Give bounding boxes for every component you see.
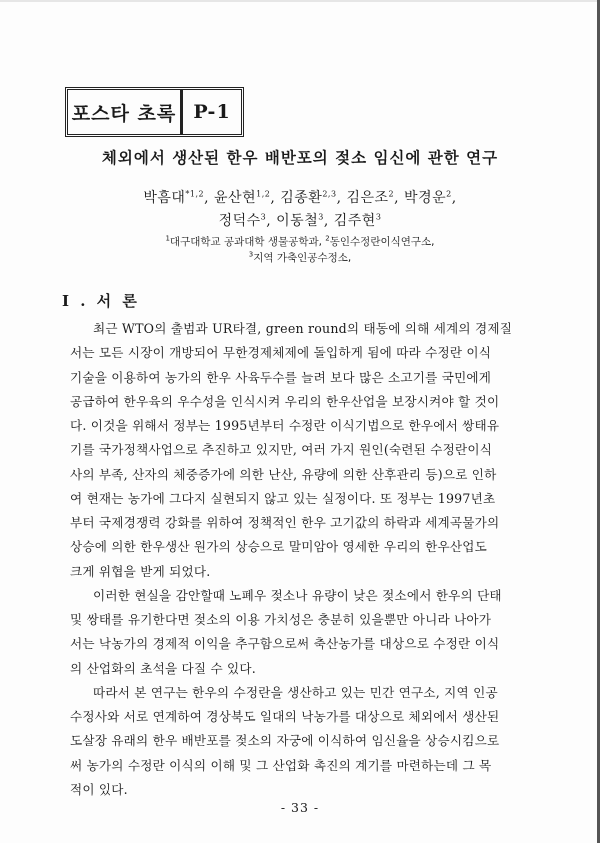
affiliation-mark: 3 xyxy=(248,250,254,259)
authors-line-1 xyxy=(0,187,600,207)
author-name: 박경운 xyxy=(404,190,447,206)
author-affiliation-mark: 3 xyxy=(318,212,324,222)
body-line: 수정사와 서로 연계하여 경상북도 일대의 낙농가를 대상으로 체외에서 생산된 xyxy=(70,709,500,724)
author-name: 김주현 xyxy=(333,213,376,229)
author-affiliation-mark: 1,2 xyxy=(256,189,271,199)
body-line: 서는 모든 시장이 개방되어 무한경제체제에 돌입하게 됨에 따라 수정란 이식 xyxy=(70,345,492,361)
body-line: 상승에 의한 한우생산 원가의 상승으로 말미암아 영세한 우리의 한우산업도 xyxy=(70,539,487,555)
author-affiliation-mark: 3 xyxy=(375,212,382,222)
author-name: 정덕수 xyxy=(218,213,261,229)
affiliation-line-2 xyxy=(0,250,600,265)
author-affiliation-mark: 3 xyxy=(260,212,267,222)
affiliation-line-1 xyxy=(0,234,600,249)
author: 윤산현$^{1,2}$, xyxy=(214,189,281,206)
scan-edge-top xyxy=(0,0,600,2)
poster-abstract-header xyxy=(65,87,244,137)
affiliation-mark: 1 xyxy=(165,234,170,243)
affiliation-mark: 2 xyxy=(325,234,330,243)
authors-line-2 xyxy=(0,210,600,230)
body-line: 서는 낙농가의 경제적 이익을 추구함으로써 축산농가를 대상으로 수정란 이식 xyxy=(70,636,500,652)
header-code: P-1 xyxy=(193,101,231,123)
affiliation-text: 대구대학교 공과대학 생물공학과, xyxy=(169,236,326,248)
body-line: 사의 부족, 산자의 체중증가에 의한 난산, 유량에 의한 산후관리 등)으로 인하 xyxy=(70,466,497,482)
author: 김종환$^{2,3}$, xyxy=(280,189,347,206)
affiliation-text: 동인수정란이식연구소, xyxy=(329,236,435,248)
author-name: 이동철 xyxy=(276,213,319,229)
author: 박경운$^2$, xyxy=(404,189,457,206)
body-line: 기술을 이용하여 농가의 한우 사육두수를 늘려 보다 많은 소고기를 국민에게 xyxy=(70,369,492,385)
section-heading: I . 서 론 xyxy=(62,292,140,310)
body-line: 공급하여 한우육의 우수성을 인식시켜 우리의 한우산업을 보장시켜야 할 것이 xyxy=(70,393,500,409)
body-line: 크게 위협을 받게 되었다. xyxy=(70,563,211,579)
author: 박흠대$^{*1,2}$, xyxy=(143,189,215,206)
body-line: 이러한 현실을 감안할때 노폐우 젖소나 유량이 낮은 젖소에서 한우의 단태 xyxy=(93,587,502,603)
body-line: 부터 국제경쟁력 강화를 위하여 정책적인 한우 고기값의 하락과 세계곡물가의 xyxy=(70,515,500,530)
body-line: 여 현재는 농가에 그다지 실현되지 않고 있는 실정이다. 또 정부는 1997년초 xyxy=(70,490,496,506)
author: 김은조$^2$, xyxy=(346,189,405,206)
author-affiliation-mark: 2,3 xyxy=(322,189,337,199)
author-affiliation-mark: *1,2 xyxy=(185,189,205,199)
author-name: 윤산현 xyxy=(214,190,257,206)
body-line: 적이 있다. xyxy=(70,781,128,797)
body-line: 기를 국가정책사업으로 추진하고 있지만, 여러 가지 원인(숙련된 수정란이식 xyxy=(70,442,493,458)
body-line: 의 산업화의 초석을 다질 수 있다. xyxy=(70,660,256,676)
author xyxy=(334,213,382,229)
author: 정덕수$^3$, xyxy=(218,212,277,229)
affiliation-text: 지역 가축인공수정소, xyxy=(253,252,352,264)
body-line: 및 쌍태를 유기한다면 젖소의 이용 가치성은 충분히 있을뿐만 아니라 나아가 xyxy=(70,612,492,627)
author-name: 김종환 xyxy=(280,190,323,206)
body-line: 따라서 본 연구는 한우의 수정란을 생산하고 있는 민간 연구소, 지역 인공 xyxy=(93,684,498,700)
page-number: - 33 - xyxy=(280,800,320,815)
author-name: 박흠대 xyxy=(143,190,186,206)
author-affiliation-mark: 2 xyxy=(388,189,395,199)
author-affiliation-mark: 2 xyxy=(446,189,452,199)
body-line: 최근 WTO의 출범과 UR타결, green round의 태동에 의해 세계의 경제질 xyxy=(93,321,513,336)
author-name: 김은조 xyxy=(346,190,389,206)
paper-title: 체외에서 생산된 한우 배반포의 젖소 임신에 관한 연구 xyxy=(101,149,499,167)
body-line: 써 농가의 수정란 이식의 이해 및 그 산업화 촉진의 계기를 마련하는데 그 목 xyxy=(70,757,492,773)
body-line: 다. 이것을 위해서 정부는 1995년부터 수정란 이식기법으로 한우에서 쌍태유 xyxy=(70,418,500,433)
author: 이동철$^3$, xyxy=(276,212,334,229)
body-line: 도살장 유래의 한우 배반포를 젖소의 자궁에 이식하여 임신율을 상승시킴으로 xyxy=(70,733,500,749)
header-label: 포스타 초록 xyxy=(68,90,183,134)
